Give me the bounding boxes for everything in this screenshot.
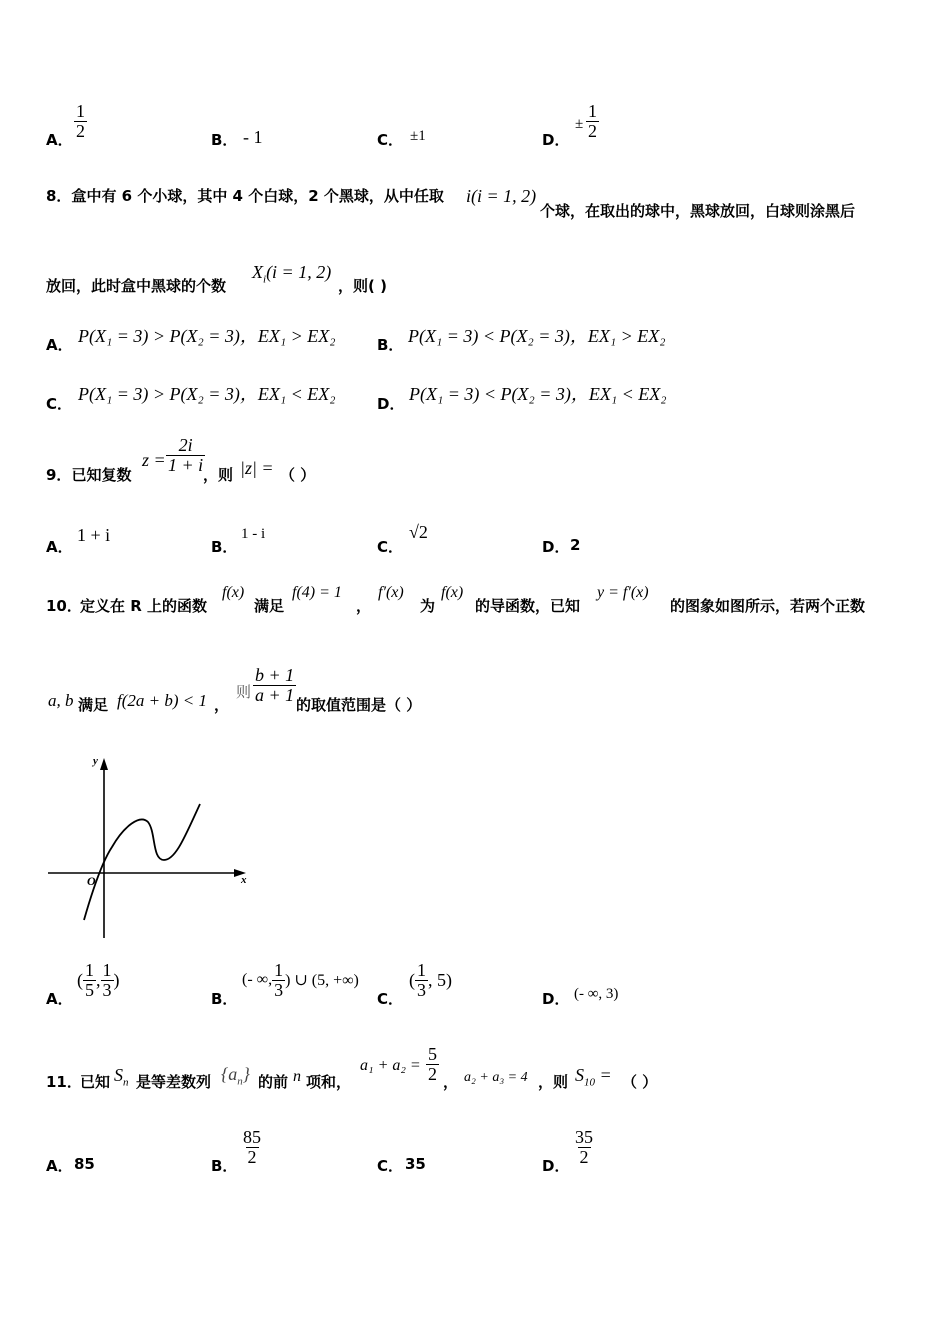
- q9-abs-z: |z| =: [240, 458, 274, 478]
- denominator: 2: [588, 120, 597, 141]
- equals: =: [595, 1065, 612, 1085]
- q10-option-a-value: [77, 961, 120, 1000]
- option-label-a: A．: [46, 1157, 73, 1175]
- question-8-line-1: [46, 185, 444, 206]
- denominator: 5: [85, 979, 94, 1000]
- q10-math-fx: f(x): [222, 584, 245, 601]
- question-text: ，则( ): [338, 277, 387, 295]
- var-x: X: [252, 262, 263, 282]
- question-text: ，则: [538, 1073, 569, 1091]
- question-text: 满足: [254, 597, 285, 615]
- q8-option-d-expr: P(X₁ = 3) < P(X₂ = 3)，EX₁ < EX₂: [409, 384, 667, 404]
- question-number: 9．: [46, 466, 72, 484]
- numerator: 5: [428, 1044, 437, 1064]
- q9-z-eq: z =: [142, 450, 166, 470]
- q11-fraction: [426, 1045, 439, 1084]
- numerator: 2i: [178, 435, 193, 455]
- sequence-open: {a: [221, 1064, 238, 1084]
- q10-math-yfprime: y = f′(x): [597, 584, 649, 601]
- option-label-a: A．: [46, 336, 73, 354]
- origin-label: O: [87, 874, 96, 888]
- q10-math-fprime: f′(x): [378, 584, 404, 601]
- q9-fraction: [166, 436, 205, 475]
- option-label-c: C．: [377, 1157, 404, 1175]
- question-text: 的取值范围是（ ）: [296, 696, 422, 714]
- numerator: 1: [588, 101, 597, 121]
- numerator: 1: [85, 960, 94, 980]
- interval-end: ) ∪ (5, +∞): [285, 972, 359, 990]
- q7-option-d-pm: ±: [575, 116, 584, 132]
- q8-option-a-expr: P(X₁ = 3) > P(X₂ = 3)，EX₁ > EX₂: [78, 326, 336, 346]
- question-text: 盒中有 6 个小球，其中 4 个白球，2 个黑球，从中任取: [71, 187, 444, 205]
- question-text: ，: [356, 597, 372, 615]
- q7-option-a-fraction: [74, 102, 87, 141]
- denominator: 2: [76, 120, 85, 141]
- question-number: 10．: [46, 597, 82, 615]
- numerator: 35: [575, 1127, 593, 1147]
- paren: (: [77, 969, 83, 990]
- denominator: 3: [274, 979, 284, 1000]
- denominator: 2: [247, 1146, 257, 1167]
- numerator: 85: [243, 1127, 261, 1147]
- option-label-a: A．: [46, 990, 73, 1008]
- paren: ): [113, 969, 120, 990]
- option-label-b: B．: [211, 538, 238, 556]
- question-number: 8．: [46, 187, 72, 205]
- option-label-b: B．: [377, 336, 404, 354]
- option-label-d: D．: [542, 990, 570, 1008]
- question-text: 为: [420, 597, 436, 615]
- q8-math-x: [252, 262, 331, 286]
- option-label-d: D．: [377, 395, 405, 413]
- subscript: 10: [584, 1076, 595, 1089]
- q11-math-a1a2: a₁ + a₂ =: [360, 1057, 421, 1074]
- denominator: 3: [102, 979, 112, 1000]
- q10-then: 则: [236, 683, 252, 701]
- q11-option-a-value: 85: [74, 1155, 95, 1173]
- subscript: n: [237, 1075, 243, 1088]
- option-label-d: D．: [542, 1157, 570, 1175]
- q7-option-b-value: - 1: [243, 127, 263, 147]
- y-axis-label: y: [93, 755, 98, 767]
- q11-option-b-fraction: [241, 1128, 263, 1167]
- fraction: [272, 961, 285, 1000]
- denominator: a + 1: [255, 684, 295, 705]
- q10-fraction: [253, 666, 296, 705]
- q11-math-a2a3: a₂ + a₃ = 4: [464, 1070, 528, 1085]
- option-label-c: C．: [377, 990, 404, 1008]
- numerator: 1: [76, 101, 85, 121]
- q10-option-c-value: [409, 961, 452, 1000]
- question-text: 的前: [258, 1073, 289, 1091]
- q10-math-f4: f(4) = 1: [292, 584, 342, 601]
- q7-option-c-value: ±1: [410, 128, 426, 144]
- numerator: b + 1: [255, 665, 295, 685]
- denominator: 2: [428, 1063, 437, 1084]
- y-axis-arrow: [100, 758, 108, 770]
- interval-start: (- ∞,: [242, 971, 273, 989]
- option-label-c: C．: [46, 395, 73, 413]
- option-label-a: A．: [46, 131, 73, 149]
- q11-option-d-fraction: [573, 1128, 595, 1167]
- q11-math-s10: [575, 1065, 612, 1089]
- q10-math-fx: f(x): [441, 584, 464, 601]
- question-text: （ ）: [622, 1073, 658, 1091]
- q11-math-an: [221, 1064, 250, 1088]
- question-text: 个球，在取出的球中，黑球放回，白球则涂黑后: [540, 202, 856, 220]
- q10-math-inequality: f(2a + b) < 1: [117, 691, 207, 710]
- subscript: i: [263, 273, 267, 286]
- question-text: ，则: [203, 466, 234, 484]
- question-8-line-2: [46, 275, 226, 296]
- derivative-graph: [40, 752, 255, 944]
- question-text: 满足: [78, 696, 109, 714]
- option-label-b: B．: [211, 990, 238, 1008]
- sequence-close: }: [242, 1064, 250, 1084]
- question-text: ，: [443, 1073, 459, 1091]
- q10-math-ab: a, b: [48, 691, 74, 710]
- denominator: 3: [417, 979, 426, 1000]
- q11-math-sn: [114, 1065, 129, 1089]
- fraction: [415, 961, 428, 1000]
- question-text: （ ）: [280, 466, 316, 484]
- question-text: 是等差数列: [136, 1073, 212, 1091]
- comma: ,: [96, 969, 101, 990]
- q8-option-b-expr: P(X₁ = 3) < P(X₂ = 3)，EX₁ > EX₂: [408, 326, 666, 346]
- denominator: 2: [579, 1146, 589, 1167]
- question-text: 已知复数: [71, 466, 132, 484]
- question-text: ，: [214, 696, 230, 714]
- q8-math-i: i(i = 1, 2): [466, 186, 537, 206]
- x-axis-label: x: [241, 874, 247, 886]
- q9-option-b-value: 1 - i: [241, 526, 266, 542]
- q8-option-c-expr: P(X₁ = 3) > P(X₂ = 3)，EX₁ < EX₂: [78, 384, 336, 404]
- option-label-d: D．: [542, 131, 570, 149]
- q7-option-d-fraction: [586, 102, 599, 141]
- q11-option-c-value: 35: [405, 1155, 426, 1173]
- option-label-d: D．: [542, 538, 570, 556]
- option-label-c: C．: [377, 131, 404, 149]
- var-s: S: [114, 1065, 123, 1085]
- numerator: 1: [417, 960, 426, 980]
- option-label-a: A．: [46, 538, 73, 556]
- fraction: [101, 961, 114, 1000]
- curve-f-prime: [84, 804, 200, 920]
- q9-option-c-value: √2: [409, 522, 428, 542]
- index-range: (i = 1, 2): [266, 262, 332, 282]
- q9-option-d-value: 2: [570, 536, 581, 554]
- q9-option-a-value: 1 + i: [77, 525, 111, 545]
- question-text: 的图象如图所示，若两个正数: [670, 597, 866, 615]
- var-s: S: [575, 1065, 584, 1085]
- question-text: 项和，: [306, 1073, 352, 1091]
- option-label-b: B．: [211, 131, 238, 149]
- denominator: 1 + i: [168, 454, 204, 475]
- q10-option-d-value: (- ∞, 3): [574, 986, 619, 1002]
- numerator: 1: [274, 960, 284, 980]
- subscript: n: [123, 1076, 129, 1089]
- question-text: 的导函数，已知: [475, 597, 581, 615]
- fraction: [83, 961, 96, 1000]
- question-text: 已知: [80, 1073, 111, 1091]
- question-number: 11．: [46, 1073, 82, 1091]
- interval-end: , 5): [428, 969, 452, 990]
- question-text: 放回，此时盒中黑球的个数: [46, 277, 227, 295]
- question-text: 定义在 R 上的函数: [80, 597, 207, 615]
- numerator: 1: [102, 960, 112, 980]
- option-label-b: B．: [211, 1157, 238, 1175]
- option-label-c: C．: [377, 538, 404, 556]
- q10-option-b-value: [242, 961, 359, 1000]
- paren: (: [409, 969, 415, 990]
- q11-math-n: n: [293, 1068, 301, 1085]
- question-9-line: [46, 464, 131, 485]
